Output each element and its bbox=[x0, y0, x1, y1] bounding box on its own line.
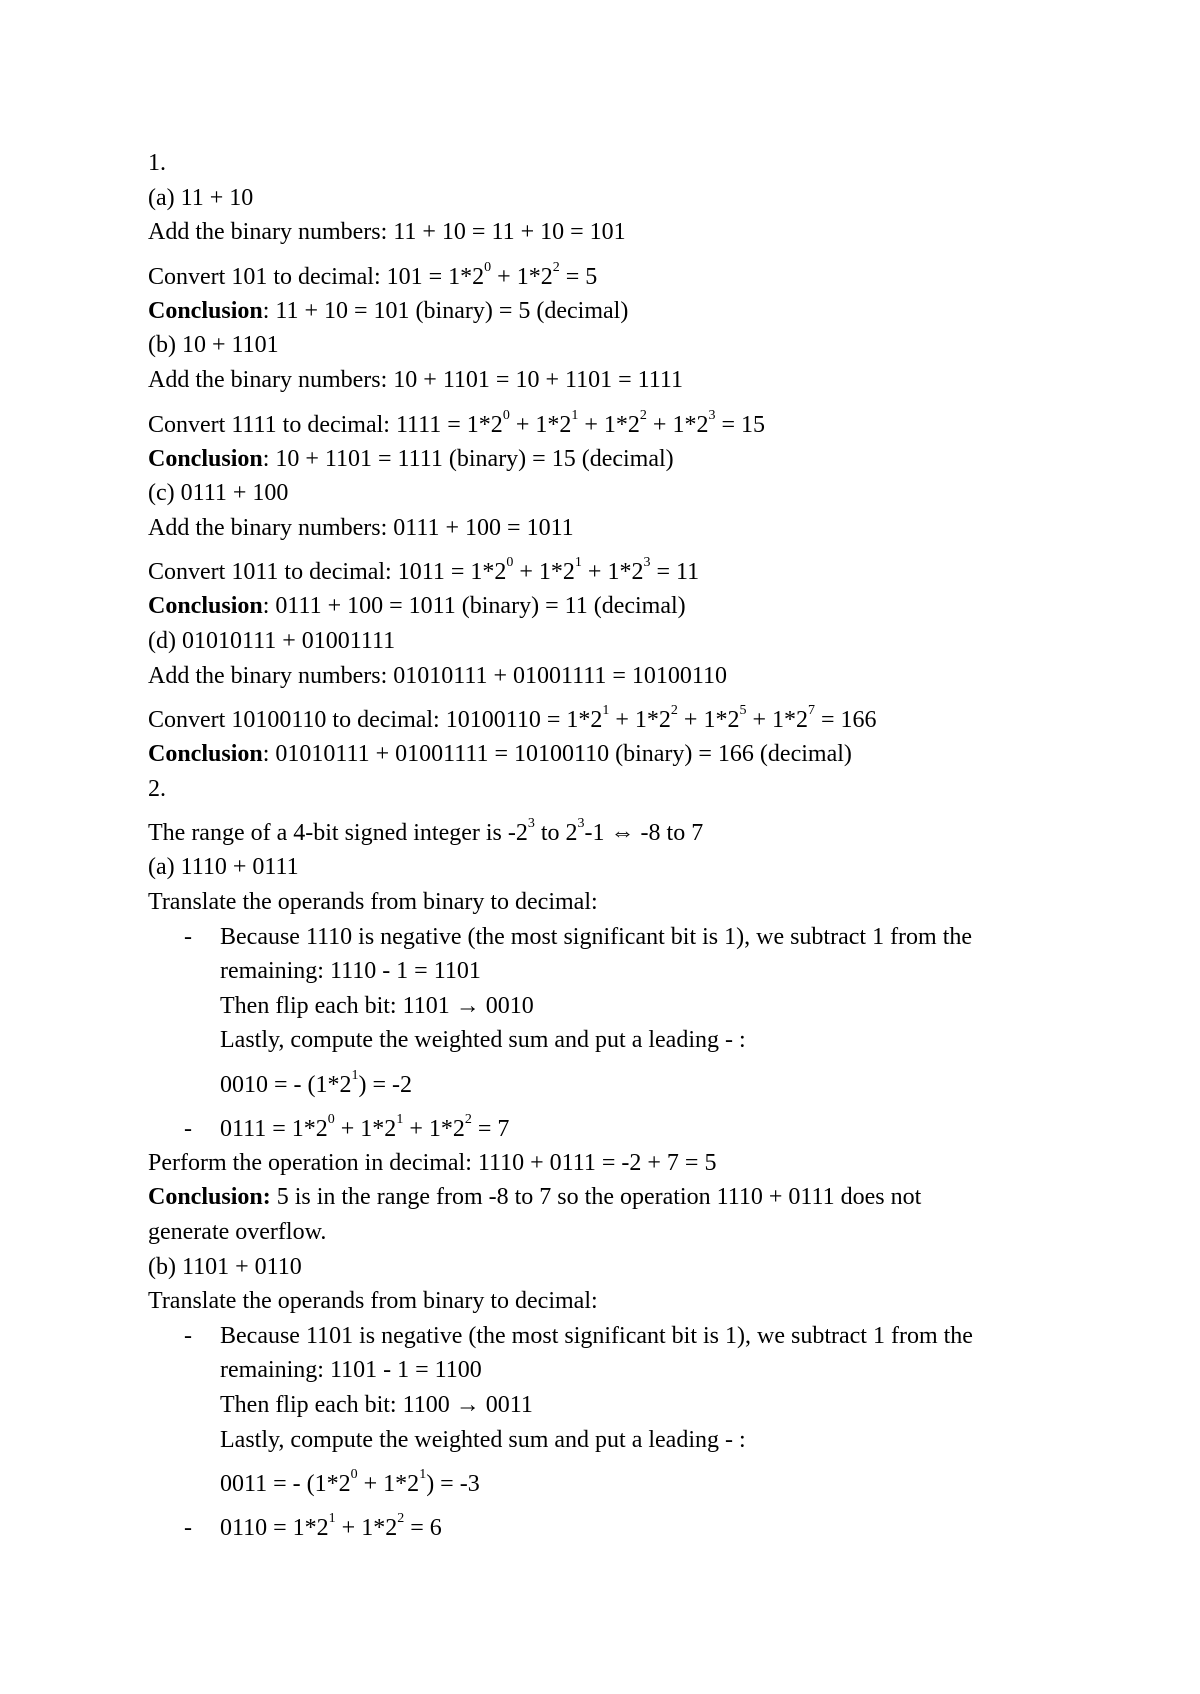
q2-range: The range of a 4-bit signed integer is $-2^3$ to $2^3-1$ ⇔ -8 to 7 bbox=[148, 816, 704, 847]
bullet-dash: - bbox=[184, 1515, 192, 1542]
q1d-conclusion: Conclusion: 01010111 + 01001111 = 10100110 (binary) = 166 (decimal) bbox=[148, 741, 852, 768]
bullet-dash: - bbox=[184, 1115, 192, 1142]
q2a-bullet1-line4: Lastly, compute the weighted sum and put a leading - : bbox=[220, 1027, 746, 1054]
q2b-bullet1-line1: - Because 1101 is negative (the most significant bit is 1), we subtract 1 from the bbox=[148, 1319, 1200, 1354]
q2a-bullet1-line5: 0010 = - $(1*2^1) = -2$ bbox=[220, 1067, 413, 1098]
q2b-bullet2: - $0110 = 1*2^1 + 1*2^2 = 6$ bbox=[148, 1501, 1200, 1545]
q2b-bullet1-line2: remaining: 1101 - 1 = 1100 bbox=[220, 1357, 482, 1384]
q2b-bullet1-line3: Then flip each bit: 1100 → 0011 bbox=[220, 1392, 533, 1419]
q1c-conclusion: Conclusion: 0111 + 100 = 1011 (binary) = 11 (decimal) bbox=[148, 593, 686, 620]
q1d-add: Add the binary numbers: 01010111 + 01001111 = 10100110 bbox=[148, 662, 728, 689]
q2a-bullet1-line2: remaining: 1110 - 1 = 1101 bbox=[220, 958, 481, 985]
q1a-conclusion: Conclusion: 11 + 10 = 101 (binary) = 5 (decimal) bbox=[148, 297, 629, 324]
q2a-bullet1-line3: Then flip each bit: 1101 → 0010 bbox=[220, 992, 534, 1019]
q1-number: 1. bbox=[148, 150, 166, 176]
q2a-bullet2: - $0111 = 1*2^0 + 1*2^1 + 1*2^2 = 7$ bbox=[148, 1102, 1200, 1146]
q1c-convert: Convert 1011 to decimal: $1011 = 1*2^0 + 1*2^1 + 1*2^3 = 11$ bbox=[148, 555, 700, 586]
q1a-convert: Convert 101 to decimal: $101 = 1*2^0 + 1*2^2 = 5$ bbox=[148, 259, 598, 290]
bullet-dash: - bbox=[184, 923, 192, 950]
q1c-add: Add the binary numbers: 0111 + 100 = 1011 bbox=[148, 514, 574, 541]
q1b-conclusion: Conclusion: 10 + 1101 = 1111 (binary) = 15 (decimal) bbox=[148, 445, 674, 472]
q1b-convert: Convert 1111 to decimal: $1111 = 1*2^0 + 1*2^1 + 1*2^2 + 1*2^3 = 15$ bbox=[148, 407, 765, 438]
q1a-add: Add the binary numbers: 11 + 10 = 11 + 10 = 101 bbox=[148, 219, 626, 246]
q1b-add: Add the binary numbers: 10 + 1101 = 10 + 1101 = 1111 bbox=[148, 366, 683, 393]
q2a-translate: Translate the operands from binary to decimal: bbox=[148, 888, 598, 915]
q1d-convert: Convert 10100110 to decimal: $10100110 = 1*2^1 + 1*2^2 + 1*2^5 + 1*2^7 = 166$ bbox=[148, 703, 877, 734]
q2b-bullet1-line4: Lastly, compute the weighted sum and put a leading - : bbox=[220, 1426, 746, 1453]
q2a-bullet1-line1: - Because 1110 is negative (the most significant bit is 1), we subtract 1 from the bbox=[148, 920, 1200, 955]
q2b-heading: (b) 1101 + 0110 bbox=[148, 1253, 302, 1280]
q2a-perform: Perform the operation in decimal: 1110 + 0111 = -2 + 7 = 5 bbox=[148, 1149, 717, 1176]
bullet-dash: - bbox=[184, 1322, 192, 1349]
q2b-bullet1-line5: 0011 = - $(1*2^0 + 1*2^1) = -3$ bbox=[220, 1467, 480, 1498]
q2-number: 2. bbox=[148, 775, 166, 802]
q1c-heading: (c) 0111 + 100 bbox=[148, 480, 289, 507]
q1d-heading: (d) 01010111 + 01001111 bbox=[148, 627, 396, 654]
q1b-heading: (b) 10 + 1101 bbox=[148, 332, 279, 359]
q2a-heading: (a) 1110 + 0111 bbox=[148, 854, 299, 881]
q2a-conclusion: Conclusion: 5 is in the range from -8 to 7 so the operation 1110 + 0111 does not bbox=[148, 1184, 922, 1211]
q1a-heading: (a) 11 + 10 bbox=[148, 184, 254, 211]
q2a-conclusion-line2: generate overflow. bbox=[148, 1219, 327, 1246]
q2b-translate: Translate the operands from binary to decimal: bbox=[148, 1288, 598, 1315]
